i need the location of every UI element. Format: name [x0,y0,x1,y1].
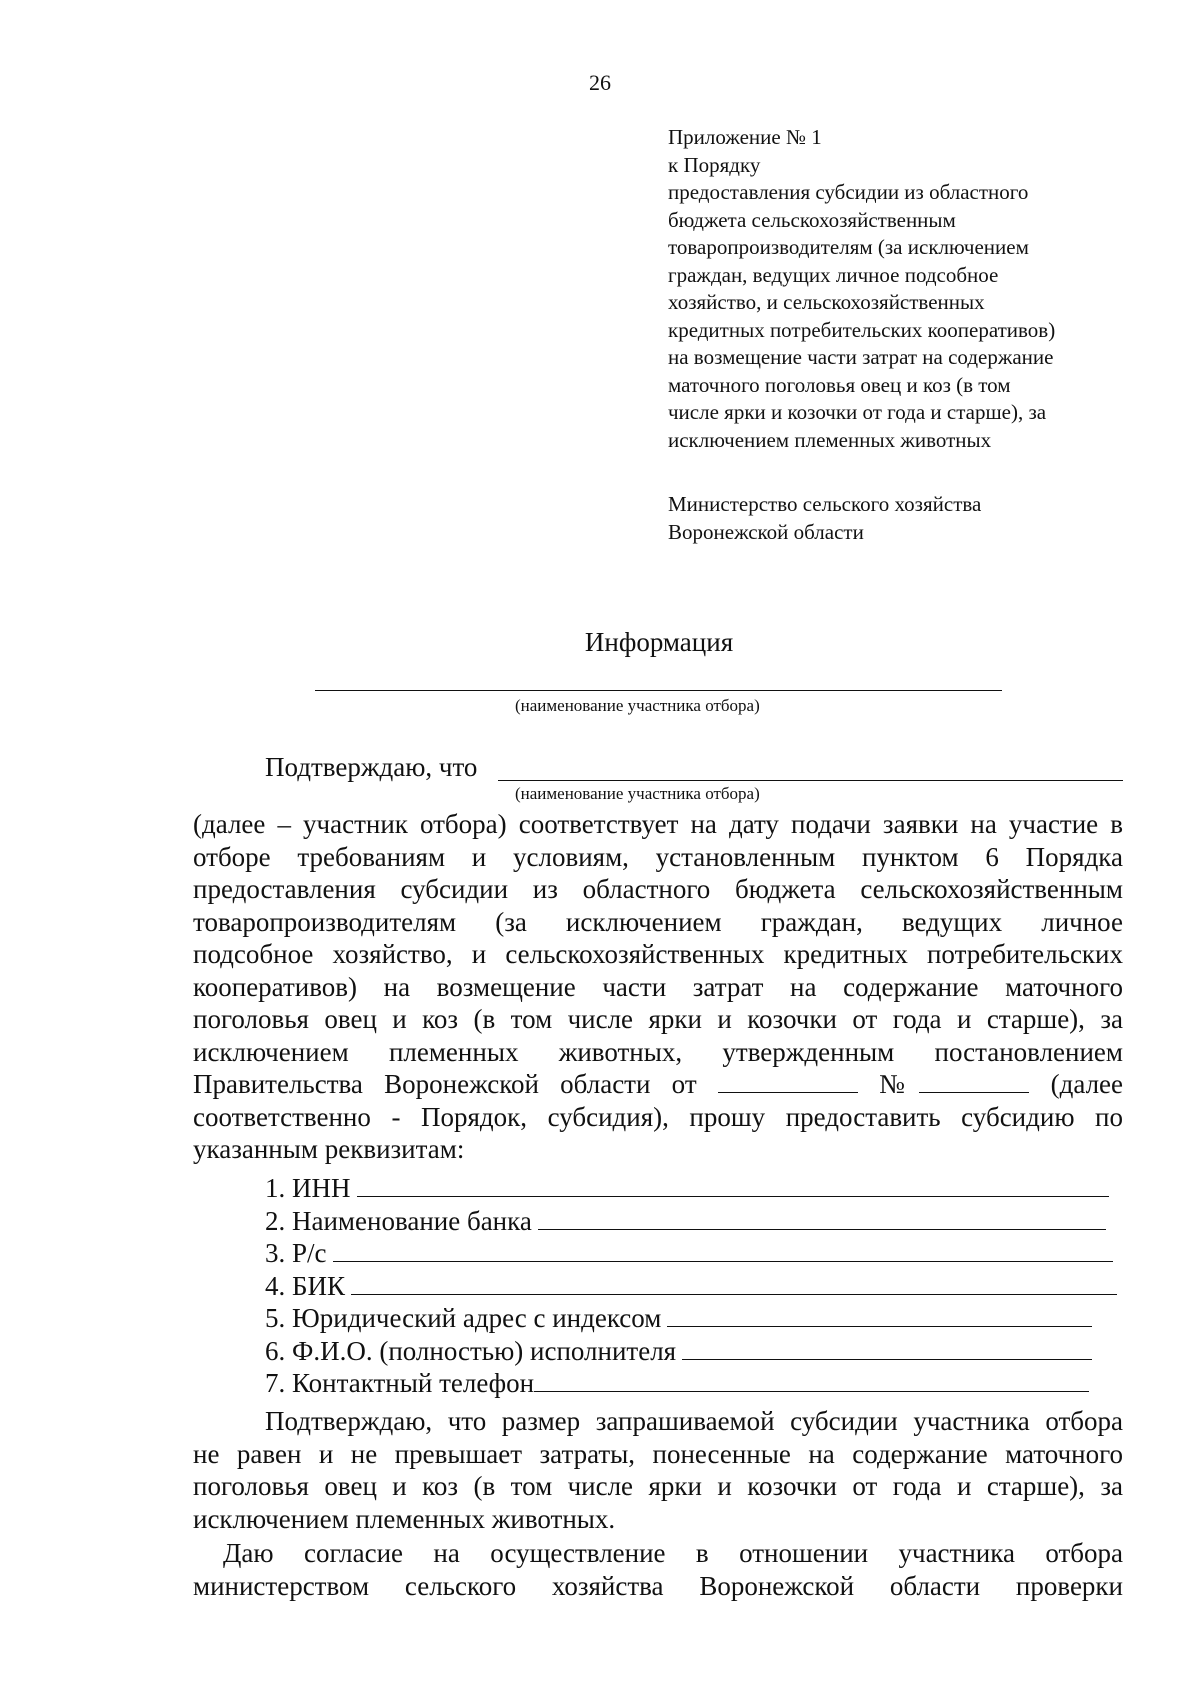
paragraph-main [193,808,1123,1166]
document-title: Информация [584,627,734,657]
paragraph-line: поголовья овец и коз (в том числе ярки и козочки от года и старше), за [193,1004,1123,1034]
paragraph-line: указанным реквизитам: [193,1134,465,1164]
decree-number-sign: № [879,1069,1029,1099]
participant-name-caption-1: (наименование участника отбора) [515,696,760,715]
requisites-list [265,1172,1117,1400]
requisite-account [265,1237,1117,1270]
requisite-label: 7. Контактный телефон [265,1368,535,1398]
bank-name-field[interactable] [538,1229,1106,1230]
requisite-label: 4. БИК [265,1270,346,1301]
appendix-block [668,124,1138,454]
appendix-line: граждан, ведущих личное подсобное [668,262,999,287]
paragraph-line: товаропроизводителям (за исключением граждан, ведущих личное [193,906,1123,937]
confirm-prefix: Подтверждаю, что [265,752,478,782]
paragraph-line: кооперативов) на возмещение части затрат на содержание маточного [193,971,1123,1002]
decree-date-field[interactable] [718,1070,858,1093]
paragraph-line: не равен и не превышает затраты, понесенные на содержание маточного [193,1438,1123,1469]
requisite-label: 3. Р/с [265,1238,327,1268]
ministry-block [668,490,1138,546]
participant-name-field-2[interactable] [498,780,1123,781]
appendix-line: бюджета сельскохозяйственным [668,207,956,232]
appendix-line: товаропроизводителям (за исключением [668,235,1029,259]
requisite-label: 6. Ф.И.О. (полностью) исполнителя [265,1335,677,1366]
paragraph-line: предоставления субсидии из областного бюджета сельскохозяйственным [193,874,1123,904]
paragraph-line: исключением племенных животных, утвержденным постановлением [193,1036,1123,1067]
phone-field[interactable] [534,1391,1089,1392]
requisite-legal-address [265,1302,1117,1335]
appendix-line: к Порядку [668,152,761,177]
ministry-line: Министерство сельского хозяйства [668,492,982,516]
requisite-phone [265,1367,1117,1400]
requisite-label: 2. Наименование банка [265,1205,532,1236]
appendix-line: Приложение № 1 [668,125,822,149]
paragraph-confirmation [193,1405,1123,1535]
requisite-label: 1. ИНН [265,1173,351,1203]
paragraph-line: соответственно - Порядок, субсидия), прошу предоставить субсидию по [193,1101,1123,1132]
requisite-bik [265,1270,1117,1303]
appendix-line: исключением племенных животных [668,427,992,452]
appendix-line: хозяйство, и сельскохозяйственных [668,290,985,314]
decree-text-before: Правительства Воронежской области от [193,1069,697,1099]
paragraph-line: исключением племенных животных. [193,1503,616,1534]
paragraph-line: отборе требованиям и условиям, установленным пунктом 6 Порядка [193,841,1123,872]
government-decree-line [193,1068,1123,1101]
paragraph-consent [193,1537,1123,1602]
decree-number-field[interactable] [919,1070,1029,1093]
decree-text-after: (далее [1050,1069,1124,1099]
paragraph-line: (далее – участник отбора) соответствует на дату подачи заявки на участие в [193,809,1123,839]
participant-name-field-1[interactable] [315,690,1002,691]
bik-field[interactable] [351,1294,1117,1295]
appendix-line: на возмещение части затрат на содержание [668,345,1054,369]
paragraph-line: Подтверждаю, что размер запрашиваемой субсидии участника отбора [265,1406,1123,1436]
paragraph-line: Даю согласие на осуществление в отношении участника отбора [223,1538,1123,1568]
appendix-line: кредитных потребительских кооперативов) [668,317,1056,342]
paragraph-line: подсобное хозяйство, и сельскохозяйственных кредитных потребительских [193,939,1123,969]
legal-address-field[interactable] [667,1326,1092,1327]
executor-name-field[interactable] [682,1359,1092,1360]
requisite-label: 5. Юридический адрес с индексом [265,1303,662,1333]
account-field[interactable] [333,1261,1113,1262]
paragraph-line: министерством сельского хозяйства Воронежской области проверки [193,1570,1123,1601]
appendix-line: предоставления субсидии из областного [668,180,1029,204]
inn-field[interactable] [357,1196,1109,1197]
appendix-line: числе ярки и козочки от года и старше), за [668,400,1047,424]
requisite-executor-name [265,1335,1117,1368]
ministry-line: Воронежской области [668,520,864,544]
requisite-bank-name [265,1205,1117,1238]
page-number: 26 [589,70,611,95]
appendix-line: маточного поголовья овец и коз (в том [668,372,1011,397]
paragraph-line: поголовья овец и коз (в том числе ярки и козочки от года и старше), за [193,1471,1123,1501]
requisite-inn [265,1172,1117,1205]
participant-name-caption-2: (наименование участника отбора) [515,784,760,803]
